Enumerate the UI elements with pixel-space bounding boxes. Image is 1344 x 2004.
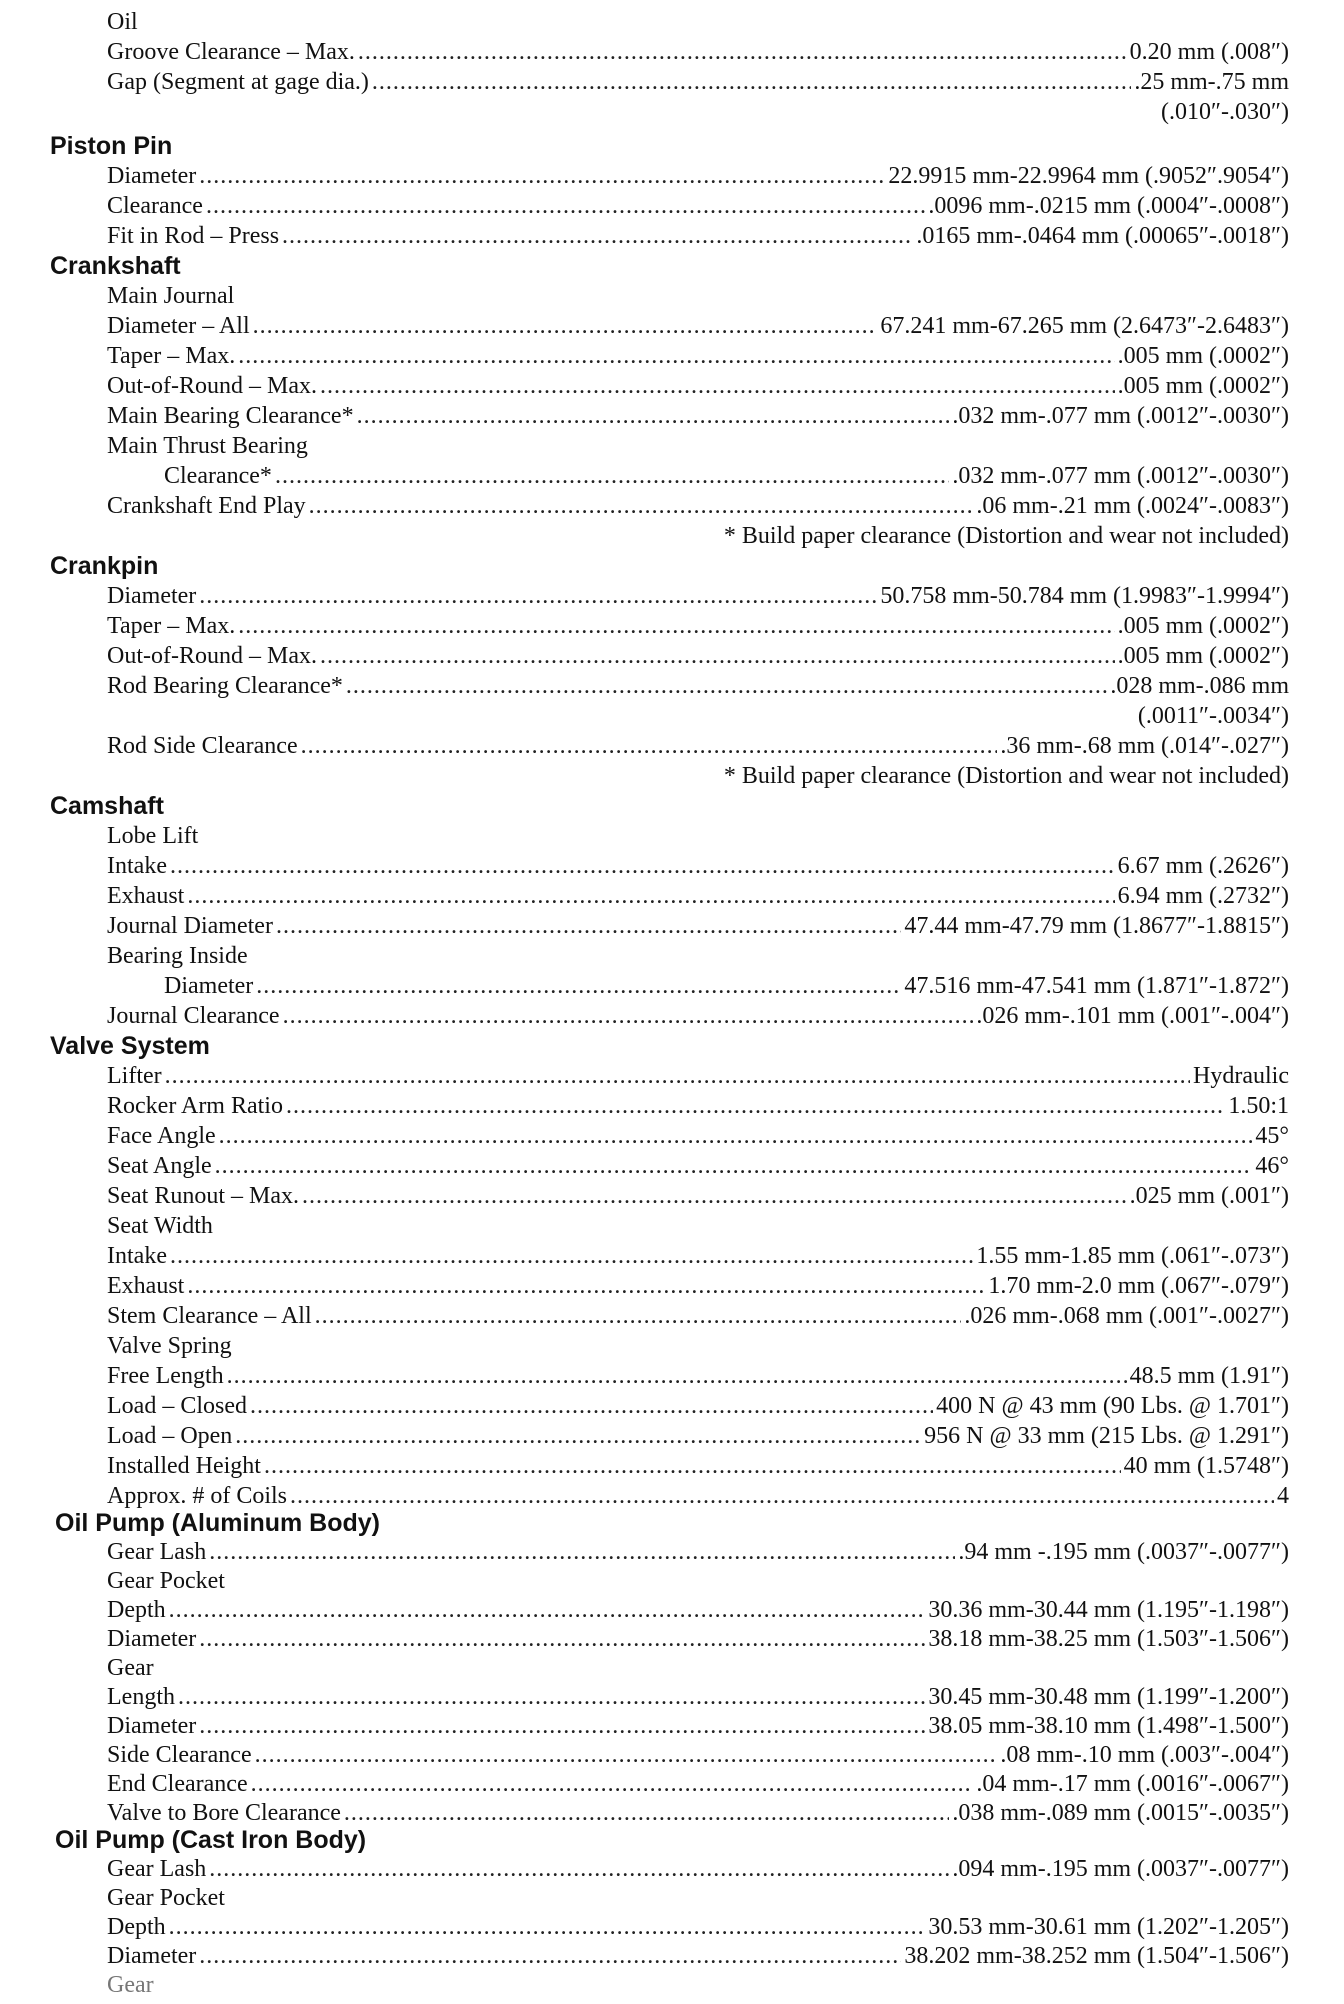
section-title: Crankpin — [50, 552, 159, 580]
footnote-text: * Build paper clearance (Distortion and wear not included) — [723, 763, 1289, 789]
spec-row — [0, 1272, 1344, 1301]
leader-dots — [209, 1538, 955, 1567]
spec-value-continued — [0, 98, 1344, 127]
spec-row — [0, 1092, 1344, 1121]
spec-label: Clearance* — [164, 463, 272, 489]
spec-label: Intake — [107, 1243, 167, 1269]
spec-value: 38.18 mm-38.25 mm (1.503″-1.506″) — [928, 1626, 1289, 1652]
spec-label: Main Bearing Clearance* — [107, 403, 354, 429]
subheading — [0, 1884, 1344, 1913]
spec-value: .0165 mm-.0464 mm (.00065″-.0018″) — [916, 223, 1289, 249]
spec-label: Approx. # of Coils — [107, 1483, 287, 1509]
spec-value: 38.202 mm-38.252 mm (1.504″-1.506″) — [904, 1943, 1289, 1969]
spec-label: Length — [107, 1684, 175, 1710]
spec-row — [0, 312, 1344, 341]
spec-label: Exhaust — [107, 883, 185, 909]
spec-label: Groove Clearance – Max. — [107, 39, 355, 65]
spec-value: 22.9915 mm-22.9964 mm (.9052″.9054″) — [888, 163, 1289, 189]
subheading — [0, 1971, 1344, 2000]
spec-row — [0, 1913, 1344, 1942]
subheading-text: Gear — [107, 1972, 154, 1998]
spec-row — [0, 1538, 1344, 1567]
spec-label: Intake — [107, 853, 167, 879]
spec-value: .36 mm-.68 mm (.014″-.027″) — [1000, 733, 1289, 759]
spec-value: 47.44 mm-47.79 mm (1.8677″-1.8815″) — [904, 913, 1289, 939]
spec-value: Hydraulic — [1193, 1063, 1289, 1089]
leader-dots — [169, 1913, 926, 1942]
leader-dots — [275, 462, 949, 491]
leader-dots — [309, 492, 974, 521]
spec-value: 30.45 mm-30.48 mm (1.199″-1.200″) — [928, 1684, 1289, 1710]
spec-label: Taper – Max. — [107, 343, 236, 369]
spec-label: Gap (Segment at gage dia.) — [107, 69, 369, 95]
leader-dots — [187, 1272, 985, 1301]
leader-dots — [290, 1482, 1274, 1511]
spec-value: (.0011″-.0034″) — [1137, 703, 1289, 729]
spec-label: Load – Open — [107, 1423, 233, 1449]
spec-row — [0, 672, 1344, 701]
spec-label: Face Angle — [107, 1123, 216, 1149]
leader-dots — [199, 1942, 901, 1971]
footnote — [0, 522, 1344, 551]
section-heading — [0, 1032, 1344, 1061]
subheading-text: Seat Width — [107, 1213, 213, 1239]
spec-label: Gear Lash — [107, 1856, 207, 1882]
spec-row — [0, 38, 1344, 67]
section-title: Oil Pump (Cast Iron Body) — [55, 1826, 367, 1854]
spec-label: Load – Closed — [107, 1393, 247, 1419]
spec-value: .026 mm-.101 mm (.001″-.004″) — [976, 1003, 1289, 1029]
spec-value: (.010″-.030″) — [1161, 99, 1289, 125]
spec-label: Diameter — [107, 583, 197, 609]
spec-value: .026 mm-.068 mm (.001″-.0027″) — [964, 1303, 1289, 1329]
section-title: Crankshaft — [50, 252, 181, 280]
spec-label: Clearance — [107, 193, 203, 219]
oil-title-text: Oil — [107, 9, 138, 35]
subheading-text: Main Journal — [107, 283, 235, 309]
spec-row — [0, 342, 1344, 371]
subheading-text: Lobe Lift — [107, 823, 199, 849]
spec-label: Exhaust — [107, 1273, 185, 1299]
spec-row — [0, 1855, 1344, 1884]
spec-label: Seat Angle — [107, 1153, 212, 1179]
spec-row — [0, 68, 1344, 97]
spec-row — [0, 1002, 1344, 1031]
spec-row — [0, 1625, 1344, 1654]
footnote — [0, 762, 1344, 791]
section-heading — [0, 792, 1344, 821]
spec-label: Crankshaft End Play — [107, 493, 306, 519]
spec-label: Side Clearance — [107, 1742, 252, 1768]
leader-dots — [209, 1855, 949, 1884]
leader-dots — [170, 1242, 973, 1271]
leader-dots — [238, 342, 1114, 371]
spec-row — [0, 852, 1344, 881]
spec-label: Out-of-Round – Max. — [107, 643, 317, 669]
section-title: Camshaft — [50, 792, 164, 820]
section-title: Oil Pump (Aluminum Body) — [55, 1509, 380, 1537]
leader-dots — [215, 1152, 1253, 1181]
subheading — [0, 942, 1344, 971]
leader-dots — [358, 38, 1127, 67]
leader-dots — [178, 1683, 925, 1712]
spec-value: 6.67 mm (.2626″) — [1117, 853, 1289, 879]
spec-row — [0, 582, 1344, 611]
spec-row — [0, 1482, 1344, 1511]
spec-label: Diameter — [107, 163, 197, 189]
spec-row — [0, 372, 1344, 401]
spec-value: 50.758 mm-50.784 mm (1.9983″-1.9994″) — [880, 583, 1289, 609]
spec-row — [0, 192, 1344, 221]
spec-row — [0, 612, 1344, 641]
leader-dots — [357, 402, 950, 431]
spec-row — [0, 1362, 1344, 1391]
spec-label: Stem Clearance – All — [107, 1303, 312, 1329]
spec-value: 38.05 mm-38.10 mm (1.498″-1.500″) — [928, 1713, 1289, 1739]
spec-label: Depth — [107, 1914, 166, 1940]
leader-dots — [372, 68, 1131, 97]
leader-dots — [219, 1122, 1253, 1151]
leader-dots — [255, 1741, 998, 1770]
section-heading — [0, 552, 1344, 581]
spec-row — [0, 1302, 1344, 1331]
leader-dots — [199, 162, 885, 191]
spec-row — [0, 1392, 1344, 1421]
spec-value: 0.20 mm (.008″) — [1129, 39, 1289, 65]
spec-row — [0, 1596, 1344, 1625]
spec-label: Rod Side Clearance — [107, 733, 298, 759]
spec-value: .005 mm (.0002″) — [1117, 613, 1289, 639]
leader-dots — [320, 642, 1115, 671]
spec-value: 1.50:1 — [1228, 1093, 1289, 1119]
spec-value: .005 mm (.0002″) — [1117, 343, 1289, 369]
section-heading — [0, 1509, 1344, 1538]
spec-value: 30.36 mm-30.44 mm (1.195″-1.198″) — [928, 1597, 1289, 1623]
leader-dots — [206, 192, 925, 221]
spec-label: Out-of-Round – Max. — [107, 373, 317, 399]
leader-dots — [165, 1062, 1190, 1091]
oil-title — [0, 8, 1344, 37]
subheading — [0, 1212, 1344, 1241]
spec-row — [0, 402, 1344, 431]
spec-value: 47.516 mm-47.541 mm (1.871″-1.872″) — [904, 973, 1289, 999]
section-heading — [0, 132, 1344, 161]
leader-dots — [283, 1002, 974, 1031]
spec-row — [0, 1741, 1344, 1770]
spec-value: .032 mm-.077 mm (.0012″-.0030″) — [952, 403, 1289, 429]
subheading-text: Gear — [107, 1655, 154, 1681]
leader-dots — [253, 312, 878, 341]
leader-dots — [264, 1452, 1121, 1481]
leader-dots — [301, 732, 998, 761]
section-heading — [0, 1826, 1344, 1855]
spec-value: .025 mm (.001″) — [1129, 1183, 1289, 1209]
spec-value-continued — [0, 702, 1344, 731]
spec-value: .08 mm-.10 mm (.003″-.004″) — [1000, 1742, 1289, 1768]
subheading — [0, 1567, 1344, 1596]
spec-value: .005 mm (.0002″) — [1117, 643, 1289, 669]
spec-row — [0, 1152, 1344, 1181]
leader-dots — [302, 1182, 1127, 1211]
subheading — [0, 282, 1344, 311]
leader-dots — [235, 1422, 921, 1451]
subheading-text: Bearing Inside — [107, 943, 248, 969]
spec-row — [0, 1942, 1344, 1971]
spec-label: Lifter — [107, 1063, 162, 1089]
subheading-text: Gear Pocket — [107, 1568, 225, 1594]
spec-row — [0, 492, 1344, 521]
spec-label: Valve to Bore Clearance — [107, 1800, 341, 1826]
leader-dots — [320, 372, 1115, 401]
section-title: Piston Pin — [50, 132, 173, 160]
spec-value: .04 mm-.17 mm (.0016″-.0067″) — [976, 1771, 1289, 1797]
spec-label: Gear Lash — [107, 1539, 207, 1565]
spec-row — [0, 732, 1344, 761]
spec-label: Depth — [107, 1597, 166, 1623]
spec-value: 48.5 mm (1.91″) — [1129, 1363, 1289, 1389]
subheading-text: Valve Spring — [107, 1333, 232, 1359]
spec-value: 67.241 mm-67.265 mm (2.6473″-2.6483″) — [880, 313, 1289, 339]
section-title: Valve System — [50, 1032, 210, 1060]
leader-dots — [199, 1625, 925, 1654]
spec-row — [0, 912, 1344, 941]
leader-dots — [286, 1092, 1225, 1121]
spec-value: 1.55 mm-1.85 mm (.061″-.073″) — [976, 1243, 1289, 1269]
leader-dots — [344, 1799, 949, 1828]
leader-dots — [346, 672, 1107, 701]
leader-dots — [238, 612, 1114, 641]
spec-label: Diameter — [107, 1626, 197, 1652]
spec-row — [0, 1182, 1344, 1211]
spec-value: 6.94 mm (.2732″) — [1117, 883, 1289, 909]
leader-dots — [199, 1712, 925, 1741]
spec-value: .094 mm-.195 mm (.0037″-.0077″) — [952, 1856, 1289, 1882]
spec-value: 400 N @ 43 mm (90 Lbs. @ 1.701″) — [936, 1393, 1289, 1419]
subheading-text: Main Thrust Bearing — [107, 433, 308, 459]
spec-row — [0, 162, 1344, 191]
spec-label: End Clearance — [107, 1771, 248, 1797]
spec-value: .038 mm-.089 mm (.0015″-.0035″) — [952, 1800, 1289, 1826]
spec-value: 956 N @ 33 mm (215 Lbs. @ 1.291″) — [924, 1423, 1289, 1449]
spec-value: .25 mm-.75 mm — [1134, 69, 1289, 95]
spec-label: Seat Runout – Max. — [107, 1183, 299, 1209]
spec-label: Diameter — [107, 1713, 197, 1739]
spec-label: Diameter – All — [107, 313, 250, 339]
leader-dots — [276, 912, 901, 941]
spec-label: Taper – Max. — [107, 613, 236, 639]
leader-dots — [187, 882, 1114, 911]
leader-dots — [169, 1596, 926, 1625]
spec-row — [0, 882, 1344, 911]
spec-row — [0, 1799, 1344, 1828]
spec-row — [0, 972, 1344, 1001]
leader-dots — [199, 582, 877, 611]
spec-row — [0, 222, 1344, 251]
spec-value: 45° — [1255, 1123, 1289, 1149]
spec-row — [0, 642, 1344, 671]
leader-dots — [250, 1392, 933, 1421]
spec-row — [0, 1452, 1344, 1481]
leader-dots — [170, 852, 1115, 881]
spec-value: 1.70 mm-2.0 mm (.067″-.079″) — [988, 1273, 1289, 1299]
spec-row — [0, 1712, 1344, 1741]
spec-value: .028 mm-.086 mm — [1110, 673, 1289, 699]
spec-value: .032 mm-.077 mm (.0012″-.0030″) — [952, 463, 1289, 489]
spec-row — [0, 1062, 1344, 1091]
spec-label: Diameter — [164, 973, 254, 999]
spec-row — [0, 1422, 1344, 1451]
subheading — [0, 432, 1344, 461]
spec-row — [0, 1242, 1344, 1271]
spec-label: Rocker Arm Ratio — [107, 1093, 283, 1119]
spec-label: Installed Height — [107, 1453, 261, 1479]
footnote-text: * Build paper clearance (Distortion and wear not included) — [723, 523, 1289, 549]
spec-value: 30.53 mm-30.61 mm (1.202″-1.205″) — [928, 1914, 1289, 1940]
spec-row — [0, 462, 1344, 491]
spec-label: Diameter — [107, 1943, 197, 1969]
spec-value: .0096 mm-.0215 mm (.0004″-.0008″) — [928, 193, 1289, 219]
leader-dots — [256, 972, 901, 1001]
leader-dots — [315, 1302, 962, 1331]
subheading — [0, 1332, 1344, 1361]
spec-label: Fit in Rod – Press — [107, 223, 280, 249]
leader-dots — [282, 222, 913, 251]
spec-label: Rod Bearing Clearance* — [107, 673, 343, 699]
spec-row — [0, 1683, 1344, 1712]
spec-label: Journal Clearance — [107, 1003, 280, 1029]
leader-dots — [227, 1362, 1127, 1391]
spec-row — [0, 1122, 1344, 1151]
spec-value: 4 — [1277, 1483, 1289, 1509]
spec-value: .005 mm (.0002″) — [1117, 373, 1289, 399]
spec-row — [0, 1770, 1344, 1799]
subheading-text: Gear Pocket — [107, 1885, 225, 1911]
spec-label: Free Length — [107, 1363, 224, 1389]
leader-dots — [251, 1770, 974, 1799]
spec-label: Journal Diameter — [107, 913, 273, 939]
spec-value: .94 mm -.195 mm (.0037″-.0077″) — [958, 1539, 1289, 1565]
subheading — [0, 822, 1344, 851]
spec-value: .06 mm-.21 mm (.0024″-.0083″) — [976, 493, 1289, 519]
section-heading — [0, 252, 1344, 281]
spec-value: 40 mm (1.5748″) — [1123, 1453, 1289, 1479]
spec-value: 46° — [1255, 1153, 1289, 1179]
subheading — [0, 1654, 1344, 1683]
